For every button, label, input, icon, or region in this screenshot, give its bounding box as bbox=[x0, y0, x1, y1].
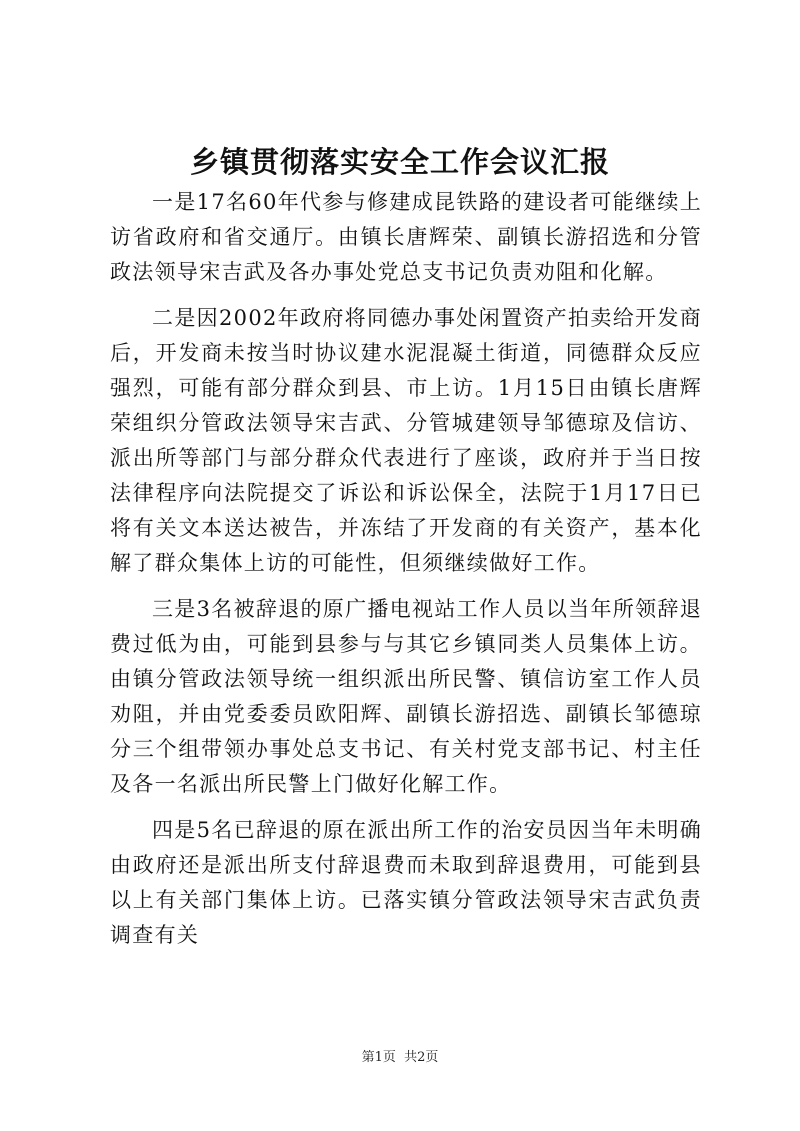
paragraph-2: 二是因2002年政府将同德办事处闲置资产拍卖给开发商后，开发商未按当时协议建水泥混凝土街道，同德群众反应强烈，可能有部分群众到县、市上访。1月15日由镇长唐辉荣组织分管政法领导宋吉武、分管城建领导邹德琼及信访、派出所等部门与部分群众代表进行了座谈，政府并于当日按法律程序向法院提交了诉讼和诉讼保全，法院于1月17日已将有关文本送达被告，并冻结了开发商的有关资产，基本化解了群众集体上访的可能性，但须继续做好工作。 bbox=[110, 306, 702, 575]
paragraph-3: 三是3名被辞退的原广播电视站工作人员以当年所领辞退费过低为由，可能到县参与与其它乡镇同类人员集体上访。由镇分管政法领导统一组织派出所民警、镇信访室工作人员劝阻，并由党委委员欧阳辉、副镇长游招选、副镇长邹德琼分三个组带领办事处总支书记、有关村党支部书记、村主任及各一名派出所民警上门做好化解工作。 bbox=[110, 597, 702, 796]
paragraph-4: 四是5名已辞退的原在派出所工作的治安员因当年未明确由政府还是派出所支付辞退费而未取到辞退费用，可能到县以上有关部门集体上访。已落实镇分管政法领导宋吉武负责调查有关 bbox=[110, 818, 702, 947]
document-body bbox=[110, 185, 702, 964]
page-number: 第1页 bbox=[361, 1050, 396, 1065]
page-footer bbox=[0, 1046, 800, 1065]
page-title: 乡镇贯彻落实安全工作会议汇报 bbox=[189, 145, 610, 179]
paragraph-1: 一是17名60年代参与修建成昆铁路的建设者可能继续上访省政府和省交通厅。由镇长唐辉荣、副镇长游招选和分管政法领导宋吉武及各办事处党总支书记负责劝阻和化解。 bbox=[110, 190, 702, 284]
page-total: 共2页 bbox=[404, 1050, 439, 1065]
